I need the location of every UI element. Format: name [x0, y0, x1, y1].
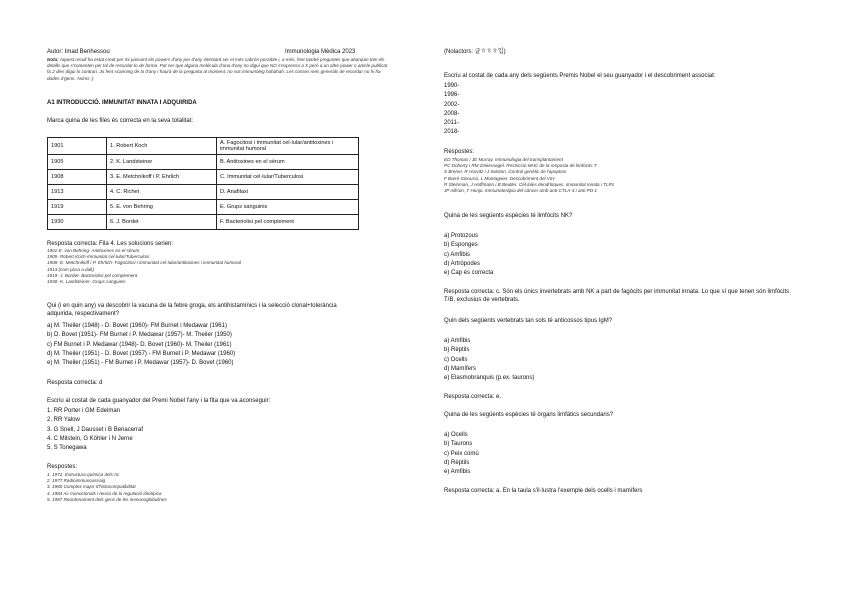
answer-2: Resposta correcta: d: [47, 380, 103, 386]
option: a) Amfibis: [444, 338, 471, 344]
question-1: Marca quina de les files és correcta en la seva totalitat:: [47, 118, 194, 124]
year-item: 2011-: [444, 120, 459, 127]
table-cell-discovery: C. Immunitat cel·lular/Tuberculosi: [217, 170, 359, 185]
question-7: Quina de les següents espècies té òrgans limfàtics secundaris?: [444, 412, 614, 418]
question-2-options: [47, 322, 235, 368]
option: b) Esponges: [444, 242, 478, 249]
answers-4-label: Respostes:: [444, 149, 475, 155]
year-item: 2002-: [444, 101, 460, 108]
question-3-items: [47, 407, 143, 453]
answer-line: 1901-E. von Behring- Antitoxines en el sèrum: [47, 248, 140, 253]
answer-line: JP Allison, T Honjo. Immunoteràpia del càncer amb anti-CTLA-4 i anti PD-1: [444, 187, 598, 193]
answer-5: Resposta correcta: c. Són els únics invertebrats amb NK a part de fagòcits per immunitat innata. Lo que sí que tenen són limfòcits T/B, exclusius de vertebrats.: [444, 289, 790, 303]
table-cell-scientist: 3. E. Metchnikoff i P. Ehrlich: [107, 170, 217, 185]
matching-table: [47, 137, 359, 230]
answer-1: Resposta correcta: Fila 4. Les solucions serien:: [47, 241, 174, 247]
option: d) Artròpodes: [444, 260, 481, 267]
table-cell-year: 1908: [48, 170, 107, 185]
answers-4: [444, 157, 614, 194]
answers-3-label: Respostes:: [47, 464, 78, 470]
table-cell-year: 1913: [48, 185, 107, 200]
option: c) Amfibis: [444, 251, 471, 258]
author: Autor: Imad Benhessou: [47, 49, 110, 55]
table-cell-discovery: D. Anafilaxi: [217, 185, 359, 200]
option: e) M. Theiler (1951) - FM Burnet i P. Medawar (1957)- D. Bovet (1960): [47, 360, 234, 367]
note-label: Nota:: [47, 57, 59, 62]
option: a) Protozous: [444, 233, 479, 239]
table-cell-scientist: 5. E. von Behring: [107, 200, 217, 215]
years-list: [444, 82, 459, 138]
answer-line: ED Thomas i JE Murray. Immunologia del transplantament: [444, 157, 563, 162]
answer-line: 1905- Robert Koch-Immunitat cel·lular/Tuberculosi: [47, 254, 150, 260]
table-cell-year: 1905: [48, 155, 107, 170]
question-3: Escriu al costat de cada guanyador del Premi Nobel l'any i la fita que va aconseguir:: [47, 398, 271, 404]
table-cell-year: 1901: [48, 138, 107, 155]
option: e) Amfibis: [444, 469, 471, 476]
option: b) Rèptils: [444, 347, 470, 354]
answer-line: 1. 1972. Estructura química dels Ac: [47, 472, 120, 477]
table-row: [48, 215, 359, 230]
option: e) Cap és correcta: [444, 270, 494, 277]
year-item: 1996-: [444, 92, 460, 99]
answer-6: Resposta correcta: e.: [444, 394, 502, 400]
answer-line: 3. 1980 Complex major d'histocompatibilitat: [47, 484, 136, 490]
answer-line: F Barré-Sinoussi, L Montagnier. Descobriment del VIH: [444, 175, 555, 181]
nobel-item: 4. C Milstein, G Köhler i N Jerne: [47, 435, 133, 442]
table-row: [48, 138, 359, 155]
answer-line: 1919- J. Bordet- Bacteriolisi pel complement: [47, 272, 138, 278]
option: e) Elasmobranquis (p.ex. taurons): [444, 375, 535, 382]
table-row: [48, 185, 359, 200]
option: c) FM Burnet i P. Medawar (1948)- D. Bovet (1960)- M. Theiler (1961): [47, 341, 232, 348]
option: b) D. Bovet (1951)- FM Burnet i P. Medawar (1957)- M. Theiler (1950): [47, 332, 232, 339]
answer-line: 1930- K. Landsteiner- Grups sanguinis: [47, 278, 126, 284]
nobel-item: 1. RR Porter i GM Edelman: [47, 408, 121, 414]
nobel-item: 3. G Snell, J Dausset i B Benacerraf: [47, 426, 144, 433]
answer-7: Resposta correcta: a. En la taula s'il·lustra l'exemple dels ocells i mamífers: [444, 488, 643, 494]
option: d) Mamífers: [444, 365, 477, 372]
table-cell-discovery: B. Antitoxines en el sèrum: [217, 155, 359, 170]
section-title: A1 INTRODUCCIÓ. IMMUNITAT INNATA I ADQUIRIDA: [47, 100, 197, 106]
year-item: 2008-: [444, 110, 460, 117]
answer-line: 1908- E. Metchnikoff i P. Ehrlich- Fagocitosi i immunitat cel·lular/antitoxines i immunitat humoral: [47, 260, 241, 266]
question-5: Quina de les següents espècies té limfòcits NK?: [444, 213, 573, 219]
table-row: [48, 155, 359, 170]
answer-line: 4. 1984 Ac monoclonals i teoria de la regulació idiotípica: [47, 490, 162, 496]
table-cell-scientist: 1. Robert Koch: [107, 138, 217, 155]
answer-line: 5. 1987 Reordenament dels gens de les immunoglobulines: [47, 496, 167, 502]
option: a) Ocells: [444, 432, 468, 438]
answer-line: R Steinman, J Hoffmann i B Beutler. Cèl·lules dendrítiques, immunitat innata i TLRs: [444, 181, 615, 187]
table-cell-discovery: E. Grups sanguinis: [217, 200, 359, 215]
answers-3: [47, 472, 167, 503]
note-text: Aquest recull ha estat creat per mi passant els powers d'any per d'any intentant ser el més cabrón possible i, a més, fent també preguntes que abarquin tots els detalls que s'comenten per tal de recordar-lo de forma. Pot ser que alguna molècula d'una d'any no digui que NO s'expressa a X però a un altre power o article publicat fa 2 dies digui lo contrari. Jo fent scanning de la d'any i haurà de la pregunta al moment, no soc immunòleg hahahah. Les cosses més generals de recordar no hi ha dades d'gens. Ànims :): [47, 57, 388, 81]
table-cell-year: 1919: [48, 200, 107, 215]
option: a) M. Theiler (1948) - D. Bovet (1960)- FM Burnet i Medawar (1961): [47, 323, 227, 329]
question-4: Escriu al costat de cada any dels següents Premis Nobel el seu guanyador i el descobriment associat:: [444, 73, 716, 79]
table-cell-scientist: 2. K. Landsteiner: [107, 155, 217, 170]
nobel-item: 2. RR Yalow: [47, 417, 80, 424]
answer-line: 1913 (com posa a dalt): [47, 266, 94, 272]
answer-line: S Brener, R Horvitz i J Sulston. Control genètic de l'apoptosi: [444, 169, 567, 175]
course-title: Immunologia Mèdica 2023: [285, 49, 356, 55]
nobel-item: 5. S Tonegawa: [47, 445, 87, 452]
table-row: [48, 200, 359, 215]
table-row: [48, 170, 359, 185]
table-cell-discovery: F. Bacteriolisi pel complement: [217, 215, 359, 230]
option: c) Peix comú: [444, 450, 479, 457]
year-item: 2018-: [444, 129, 460, 136]
question-6: Quin dels següents vertebrats tan sols té anticossos tipus IgM?: [444, 318, 613, 324]
table-cell-scientist: 4. C. Richet: [107, 185, 217, 200]
intro-note: [47, 57, 392, 82]
question-6-options: [444, 337, 534, 383]
year-item: 1990-: [444, 83, 460, 89]
option: c) Ocells: [444, 356, 468, 363]
option: b) Taurons: [444, 441, 473, 448]
question-5-options: [444, 232, 493, 278]
question-2: Qui (i en quin any) va descobrir la vacuna de la febre groga, els antihistamínics i la selecció clonal+tolerància adquirida, respectivament?: [47, 303, 337, 317]
option: d) M. Theiler (1951) - D. Bovet (1957) - FM Burnet i P. Medawar (1960): [47, 350, 236, 357]
table-cell-scientist: 6. J. Bordet: [107, 215, 217, 230]
notes-header: (Nolactors: 글ㅎㅎㅎ입): [444, 49, 506, 55]
table-cell-discovery: A. Fagocitosi i immunitat cel·lular/antitoxines i immunitat humoral: [217, 138, 359, 155]
answer-line: 2. 1977 Radioimmunoassaig: [47, 478, 106, 484]
question-7-options: [444, 431, 479, 477]
answer-line: PC Doherty i RM Zinkernagel. Restricció MHC de la resposta de limfòcits T: [444, 163, 597, 169]
answer-1-lines: [47, 248, 241, 285]
table-cell-year: 1930: [48, 215, 107, 230]
option: d) Rèptils: [444, 459, 470, 466]
